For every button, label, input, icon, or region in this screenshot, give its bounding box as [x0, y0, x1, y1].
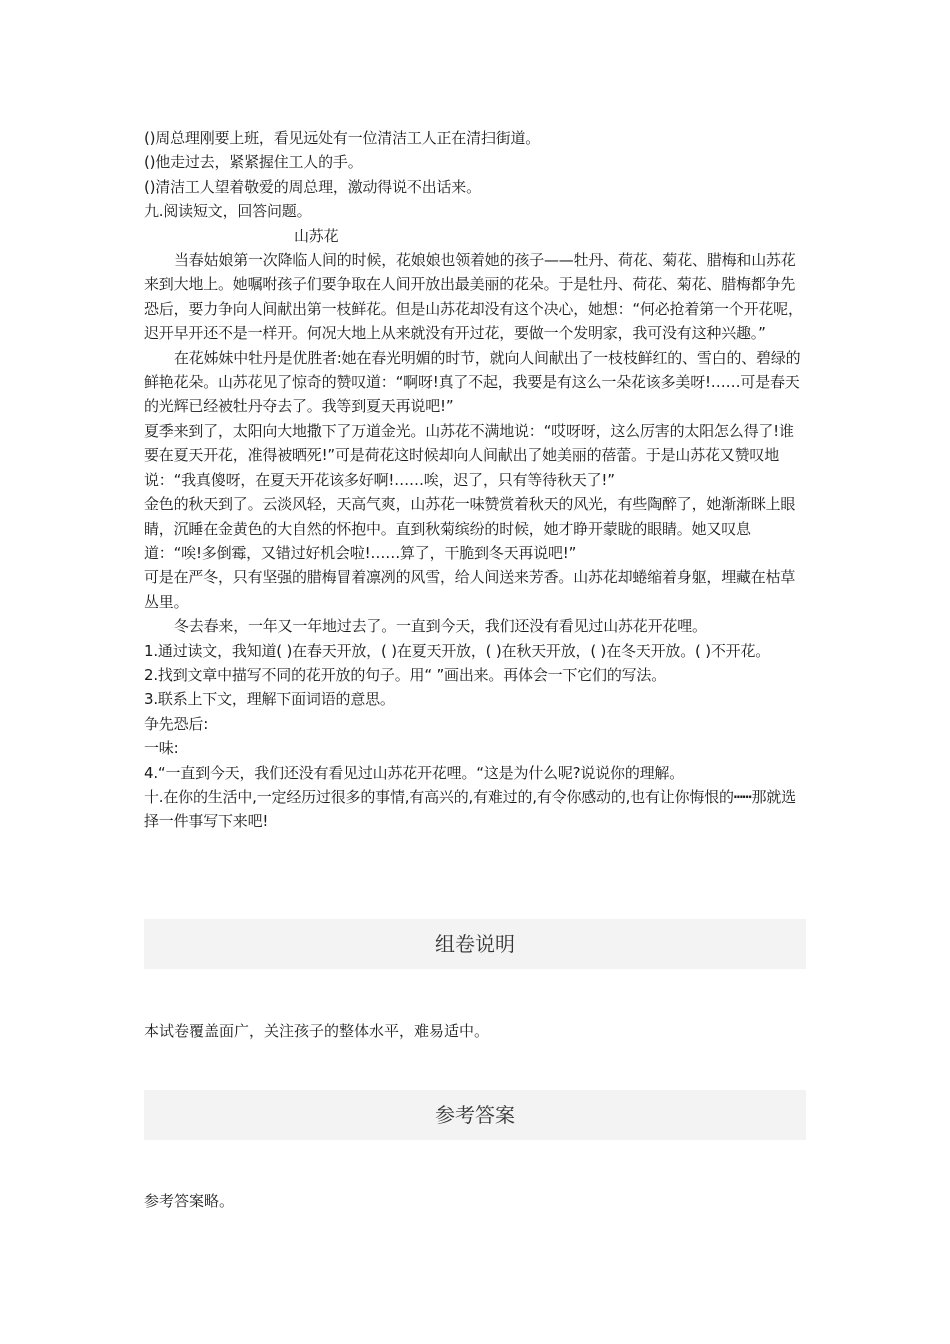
ordering-sentence-2: ()他走过去，紧紧握住工人的手。: [144, 153, 363, 172]
vocab-term-1: 争先恐后:: [144, 714, 209, 733]
ordering-sentence-3: ()清洁工人望着敬爱的周总理，激动得说不出话来。: [144, 177, 481, 196]
story-paragraph-6: 冬去春来，一年又一年地过去了。一直到今天，我们还没有看见过山苏花开花哩。: [174, 617, 707, 636]
story-paragraph-4: 金色的秋天到了。云淡风轻，天高气爽，山苏花一味赞赏着秋天的风光，有些陶醉了，她渐渐眯上眼睛，沉睡在金黄色的大自然的怀抱中。直到秋菊缤纷的时候，她才睁开蒙眬的眼睛。她又叹息道：“唉!多倒霉，又错过好机会啦!……算了，干脆到冬天再说吧!”: [144, 495, 796, 562]
question-9-1: 1.通过读文，我知道( )在春天开放，( )在夏天开放，( )在秋天开放，( )在冬天开放。( )不开花。: [144, 641, 771, 660]
ordering-sentence-1: ()周总理刚要上班，看见远处有一位清洁工人正在清扫街道。: [144, 129, 541, 147]
story-paragraph-5: 可是在严冬，只有坚强的腊梅冒着凛冽的风雪，给人间送来芳香。山苏花却蜷缩着身躯，埋藏在枯草丛里。: [144, 568, 796, 611]
vocab-term-2: 一味:: [144, 739, 179, 758]
question-9-heading: 九.阅读短文，回答问题。: [144, 202, 312, 221]
story-paragraph-2: 在花姊妹中牡丹是优胜者:她在春光明媚的时节，就向人间献出了一枝枝鲜红的、雪白的、碧绿的鲜艳花朵。山苏花见了惊奇的赞叹道：“啊呀!真了不起，我要是有这么一朵花该多美呀!……可是春天的光辉已经被牡丹夺去了。我等到夏天再说吧!”: [144, 348, 801, 416]
question-9-4: 4.“一直到今天，我们还没有看见过山苏花开花哩。“这是为什么呢?说说你的理解。: [144, 763, 685, 782]
story-title: 山苏花: [294, 226, 339, 245]
exam-content: [144, 126, 808, 834]
compose-notes-text: 本试卷覆盖面广，关注孩子的整体水平，难易适中。: [144, 1022, 490, 1040]
answer-key-header: 参考答案: [144, 1090, 806, 1140]
question-9-3: 3.联系上下文，理解下面词语的意思。: [144, 690, 395, 709]
answer-key-text: 参考答案略。: [144, 1192, 235, 1210]
story-paragraph-1: 当春姑娘第一次降临人间的时候，花娘娘也领着她的孩子——牡丹、荷花、菊花、腊梅和山苏花来到大地上。她嘱咐孩子们要争取在人间开放出最美丽的花朵。于是牡丹、荷花、菊花、腊梅都争先恐后，要力争向人间献出第一枝鲜花。但是山苏花却没有这个决心，她想：“何必抢着第一个开花呢，迟开早开还不是一样开。何况大地上从来就没有开过花，要做一个发明家，我可没有这种兴趣。”: [144, 251, 803, 343]
question-10: 十.在你的生活中,一定经历过很多的事情,有高兴的,有难过的,有令你感动的,也有让你悔恨的┅┅那就选择一件事写下来吧!: [144, 787, 796, 831]
question-9-2: 2.找到文章中描写不同的花开放的句子。用“ ”画出来。再体会一下它们的写法。: [144, 665, 667, 684]
compose-notes-header: 组卷说明: [144, 919, 806, 969]
story-paragraph-3: 夏季来到了，太阳向大地撒下了万道金光。山苏花不满地说：“哎呀呀，这么厉害的太阳怎么得了!谁要在夏天开花，准得被晒死!”可是荷花这时候却向人间献出了她美丽的蓓蕾。于是山苏花又赞叹地说：“我真傻呀，在夏天开花该多好啊!……唉，迟了，只有等待秋天了!”: [144, 421, 794, 489]
